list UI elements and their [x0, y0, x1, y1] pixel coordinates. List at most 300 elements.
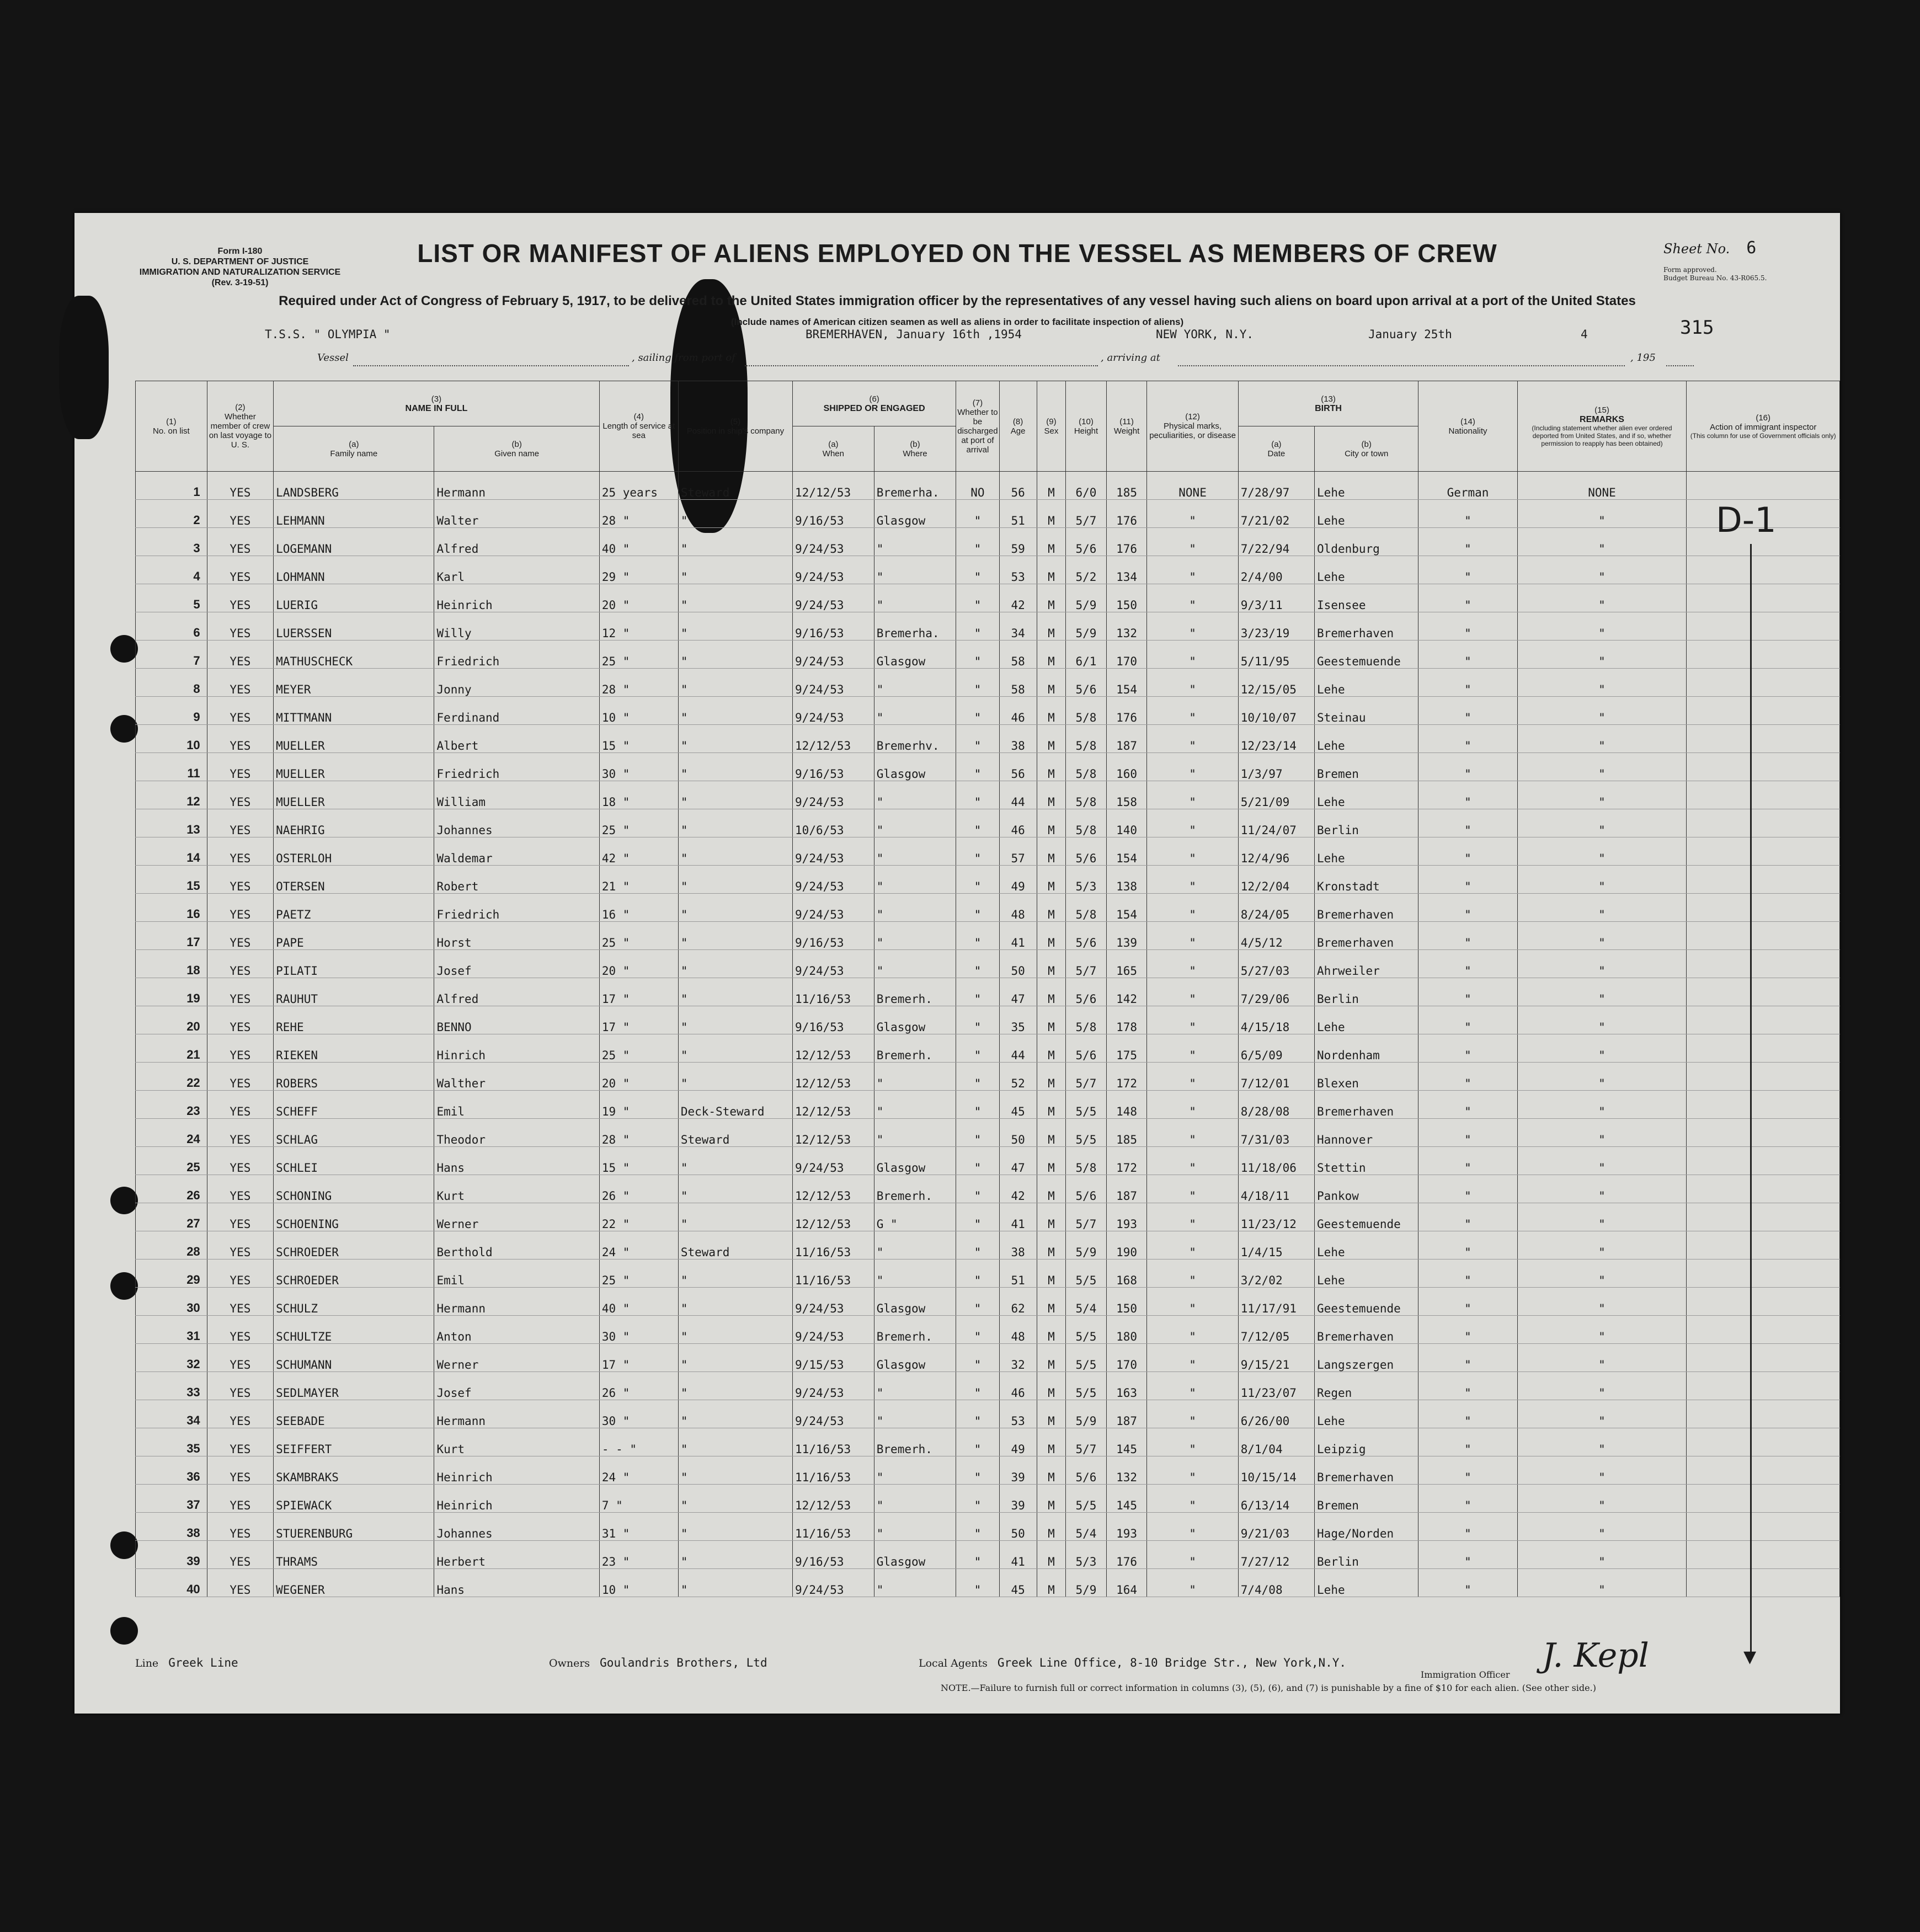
cell-marks: " [1147, 781, 1238, 809]
cell-given: Hermann [434, 1288, 599, 1316]
cell-age: 41 [999, 1203, 1037, 1231]
cell-position: " [678, 781, 792, 809]
cell-crew: YES [207, 1091, 273, 1119]
cell-weight: 150 [1106, 584, 1147, 612]
table-row [136, 1006, 1840, 1034]
cell-given: Albert [434, 725, 599, 753]
cell-bdate: 5/11/95 [1238, 641, 1314, 669]
cell-discharged: " [956, 894, 999, 922]
cell-age: 51 [999, 1259, 1037, 1288]
cell-service: 7 " [599, 1485, 678, 1513]
cell-family: SCHOENING [274, 1203, 434, 1231]
cell-sex: M [1037, 866, 1066, 894]
cell-height: 5/9 [1066, 584, 1106, 612]
cell-marks: " [1147, 641, 1238, 669]
cell-when: 9/16/53 [793, 1006, 874, 1034]
cell-position: " [678, 1456, 792, 1485]
cell-where: " [874, 1485, 956, 1513]
cell-height: 5/8 [1066, 1006, 1106, 1034]
owners-value: Goulandris Brothers, Ltd [600, 1656, 767, 1669]
cell-service: 31 " [599, 1513, 678, 1541]
table-row [136, 866, 1840, 894]
cell-age: 52 [999, 1063, 1037, 1091]
cell-when: 12/12/53 [793, 1485, 874, 1513]
cell-sex: M [1037, 1006, 1066, 1034]
cell-service: - - " [599, 1428, 678, 1456]
cell-nationality: " [1418, 697, 1517, 725]
cell-given: Anton [434, 1316, 599, 1344]
table-row [136, 556, 1840, 584]
cell-remarks: " [1517, 1175, 1687, 1203]
subtitle: Required under Act of Congress of February 5, 1917, to be delivered to the United States immigration officer by the representatives of any vessel having such aliens on board upon arrival at a port of the United States [279, 293, 1636, 308]
cell-age: 41 [999, 1541, 1037, 1569]
col-age: (8) Age [999, 381, 1037, 472]
cell-no: 10 [136, 725, 207, 753]
cell-bdate: 9/3/11 [1238, 584, 1314, 612]
cell-age: 38 [999, 725, 1037, 753]
cell-bcity: Ahrweiler [1315, 950, 1418, 978]
cell-marks: " [1147, 1344, 1238, 1372]
cell-given: Willy [434, 612, 599, 641]
cell-nationality: " [1418, 725, 1517, 753]
cell-discharged: " [956, 1147, 999, 1175]
cell-bdate: 3/23/19 [1238, 612, 1314, 641]
cell-where: " [874, 1091, 956, 1119]
cell-bcity: Regen [1315, 1372, 1418, 1400]
cell-bdate: 7/31/03 [1238, 1119, 1314, 1147]
cell-bcity: Hage/Norden [1315, 1513, 1418, 1541]
cell-height: 6/0 [1066, 472, 1106, 500]
vessel-value: T.S.S. " OLYMPIA " [265, 328, 391, 341]
cell-no: 39 [136, 1541, 207, 1569]
cell-family: SCHROEDER [274, 1231, 434, 1259]
cell-when: 11/16/53 [793, 1231, 874, 1259]
cell-action [1687, 809, 1840, 837]
cell-service: 28 " [599, 1119, 678, 1147]
cell-bdate: 7/21/02 [1238, 500, 1314, 528]
sailing-value: BREMERHAVEN, January 16th ,1954 [806, 328, 1022, 341]
cell-when: 9/24/53 [793, 528, 874, 556]
cell-position: " [678, 1259, 792, 1288]
cell-age: 44 [999, 781, 1037, 809]
cell-discharged: " [956, 1034, 999, 1063]
cell-when: 11/16/53 [793, 1428, 874, 1456]
cell-weight: 176 [1106, 528, 1147, 556]
arriving-label: , arriving at [1101, 352, 1160, 364]
cell-marks: " [1147, 1006, 1238, 1034]
cell-service: 28 " [599, 500, 678, 528]
cell-remarks: " [1517, 950, 1687, 978]
table-row [136, 725, 1840, 753]
cell-action [1687, 1428, 1840, 1456]
cell-bdate: 8/28/08 [1238, 1091, 1314, 1119]
cell-sex: M [1037, 1259, 1066, 1288]
hole-punch [110, 715, 138, 743]
cell-no: 4 [136, 556, 207, 584]
cell-crew: YES [207, 950, 273, 978]
cell-height: 5/5 [1066, 1259, 1106, 1288]
cell-height: 5/8 [1066, 725, 1106, 753]
footer-line [135, 1656, 238, 1669]
cell-sex: M [1037, 1513, 1066, 1541]
cell-where: " [874, 1231, 956, 1259]
cell-action [1687, 1513, 1840, 1541]
cell-position: " [678, 753, 792, 781]
cell-where: " [874, 697, 956, 725]
cell-given: Johannes [434, 809, 599, 837]
cell-family: THRAMS [274, 1541, 434, 1569]
cell-no: 32 [136, 1344, 207, 1372]
cell-nationality: " [1418, 584, 1517, 612]
cell-marks: " [1147, 1456, 1238, 1485]
cell-no: 23 [136, 1091, 207, 1119]
cell-sex: M [1037, 894, 1066, 922]
cell-weight: 185 [1106, 1119, 1147, 1147]
cell-remarks: " [1517, 697, 1687, 725]
cell-service: 29 " [599, 556, 678, 584]
cell-weight: 172 [1106, 1063, 1147, 1091]
cell-marks: " [1147, 1203, 1238, 1231]
cell-nationality: " [1418, 1428, 1517, 1456]
cell-given: Theodor [434, 1119, 599, 1147]
table-row [136, 1175, 1840, 1203]
cell-bcity: Lehe [1315, 1259, 1418, 1288]
cell-crew: YES [207, 528, 273, 556]
cell-nationality: " [1418, 1456, 1517, 1485]
cell-no: 19 [136, 978, 207, 1006]
cell-bcity: Berlin [1315, 1541, 1418, 1569]
cell-crew: YES [207, 1372, 273, 1400]
cell-position: " [678, 950, 792, 978]
table-row [136, 1259, 1840, 1288]
cell-where: " [874, 584, 956, 612]
cell-position: " [678, 1428, 792, 1456]
cell-no: 29 [136, 1259, 207, 1288]
cell-bcity: Kronstadt [1315, 866, 1418, 894]
cell-bcity: Stettin [1315, 1147, 1418, 1175]
cell-bcity: Lehe [1315, 1569, 1418, 1597]
cell-action [1687, 1034, 1840, 1063]
cell-service: 20 " [599, 584, 678, 612]
cell-given: Emil [434, 1259, 599, 1288]
cell-given: Josef [434, 950, 599, 978]
col-given-name: (b) Given name [434, 426, 599, 472]
cell-remarks: " [1517, 1063, 1687, 1091]
cell-no: 7 [136, 641, 207, 669]
cell-where: " [874, 894, 956, 922]
cell-nationality: " [1418, 641, 1517, 669]
cell-when: 11/16/53 [793, 978, 874, 1006]
cell-discharged: " [956, 669, 999, 697]
cell-service: 40 " [599, 1288, 678, 1316]
crew-manifest-table [135, 381, 1840, 1597]
cell-discharged: " [956, 556, 999, 584]
officer-signature: J. Kepl [1542, 1636, 1649, 1675]
cell-when: 9/24/53 [793, 1400, 874, 1428]
cell-family: MATHUSCHECK [274, 641, 434, 669]
cell-service: 25 years [599, 472, 678, 500]
cell-sex: M [1037, 753, 1066, 781]
cell-action [1687, 1119, 1840, 1147]
cell-marks: " [1147, 866, 1238, 894]
cell-given: Werner [434, 1344, 599, 1372]
cell-nationality: " [1418, 837, 1517, 866]
budget-line: Budget Bureau No. 43-R065.5. [1663, 274, 1767, 282]
cell-family: OSTERLOH [274, 837, 434, 866]
cell-where: Glasgow [874, 1006, 956, 1034]
cell-no: 5 [136, 584, 207, 612]
table-row [136, 697, 1840, 725]
cell-action [1687, 1316, 1840, 1344]
table-row [136, 669, 1840, 697]
cell-where: " [874, 837, 956, 866]
sheet-value: 6 [1746, 238, 1757, 258]
cell-bcity: Lehe [1315, 500, 1418, 528]
cell-where: Glasgow [874, 753, 956, 781]
cell-weight: 178 [1106, 1006, 1147, 1034]
cell-crew: YES [207, 1147, 273, 1175]
col-service-length: (4) Length of service at sea [599, 381, 678, 472]
cell-service: 30 " [599, 1400, 678, 1428]
cell-weight: 176 [1106, 500, 1147, 528]
cell-crew: YES [207, 866, 273, 894]
cell-nationality: " [1418, 753, 1517, 781]
cell-when: 9/24/53 [793, 697, 874, 725]
cell-bdate: 10/10/07 [1238, 697, 1314, 725]
cell-family: SEIFFERT [274, 1428, 434, 1456]
cell-marks: " [1147, 1288, 1238, 1316]
cell-nationality: " [1418, 556, 1517, 584]
table-row [136, 1063, 1840, 1091]
cell-marks: " [1147, 528, 1238, 556]
cell-sex: M [1037, 922, 1066, 950]
cell-marks: " [1147, 978, 1238, 1006]
cell-action [1687, 1231, 1840, 1259]
cell-position: " [678, 1316, 792, 1344]
cell-family: MUELLER [274, 781, 434, 809]
cell-sex: M [1037, 1569, 1066, 1597]
cell-bcity: Isensee [1315, 584, 1418, 612]
cell-discharged: " [956, 612, 999, 641]
cell-bcity: Berlin [1315, 978, 1418, 1006]
cell-nationality: " [1418, 1259, 1517, 1288]
cell-bcity: Nordenham [1315, 1034, 1418, 1063]
cell-action [1687, 612, 1840, 641]
cell-bdate: 4/5/12 [1238, 922, 1314, 950]
cell-bdate: 5/21/09 [1238, 781, 1314, 809]
cell-no: 34 [136, 1400, 207, 1428]
cell-where: " [874, 809, 956, 837]
cell-remarks: " [1517, 753, 1687, 781]
cell-remarks: " [1517, 1006, 1687, 1034]
cell-height: 5/2 [1066, 556, 1106, 584]
cell-height: 5/9 [1066, 1231, 1106, 1259]
cell-weight: 140 [1106, 809, 1147, 837]
cell-marks: " [1147, 1175, 1238, 1203]
cell-action [1687, 1456, 1840, 1485]
cell-sex: M [1037, 528, 1066, 556]
cell-given: Walther [434, 1063, 599, 1091]
cell-service: 25 " [599, 922, 678, 950]
cell-where: " [874, 922, 956, 950]
cell-marks: " [1147, 1428, 1238, 1456]
cell-age: 46 [999, 697, 1037, 725]
approved-line: Form approved. [1663, 266, 1717, 274]
cell-nationality: " [1418, 1231, 1517, 1259]
cell-position: " [678, 1063, 792, 1091]
cell-weight: 145 [1106, 1428, 1147, 1456]
cell-service: 15 " [599, 725, 678, 753]
cell-crew: YES [207, 809, 273, 837]
cell-crew: YES [207, 1006, 273, 1034]
cell-age: 46 [999, 809, 1037, 837]
cell-marks: " [1147, 1569, 1238, 1597]
cell-age: 56 [999, 472, 1037, 500]
cell-no: 24 [136, 1119, 207, 1147]
cell-when: 9/24/53 [793, 1569, 874, 1597]
cell-sex: M [1037, 809, 1066, 837]
col-position: (5) Position in ship's company [678, 381, 792, 472]
table-row [136, 584, 1840, 612]
cell-no: 36 [136, 1456, 207, 1485]
cell-height: 5/6 [1066, 1456, 1106, 1485]
cell-position: " [678, 697, 792, 725]
col-weight: (11) Weight [1106, 381, 1147, 472]
cell-nationality: " [1418, 894, 1517, 922]
cell-given: Hermann [434, 1400, 599, 1428]
cell-bcity: Geestemuende [1315, 641, 1418, 669]
cell-marks: " [1147, 950, 1238, 978]
cell-marks: " [1147, 669, 1238, 697]
cell-nationality: " [1418, 1063, 1517, 1091]
cell-bdate: 3/2/02 [1238, 1259, 1314, 1288]
cell-discharged: " [956, 1569, 999, 1597]
cell-bcity: Pankow [1315, 1175, 1418, 1203]
cell-no: 27 [136, 1203, 207, 1231]
cell-position: " [678, 669, 792, 697]
officer-label: Immigration Officer [1421, 1669, 1510, 1680]
cell-position: " [678, 584, 792, 612]
cell-action [1687, 1006, 1840, 1034]
cell-age: 50 [999, 1513, 1037, 1541]
cell-weight: 134 [1106, 556, 1147, 584]
col-birth: (13) BIRTH [1238, 381, 1418, 426]
cell-service: 12 " [599, 612, 678, 641]
cell-crew: YES [207, 837, 273, 866]
cell-position: " [678, 1034, 792, 1063]
cell-bdate: 12/2/04 [1238, 866, 1314, 894]
cell-crew: YES [207, 612, 273, 641]
cell-sex: M [1037, 1203, 1066, 1231]
cell-no: 13 [136, 809, 207, 837]
cell-remarks: " [1517, 781, 1687, 809]
cell-where: Bremerh. [874, 1175, 956, 1203]
cell-service: 16 " [599, 894, 678, 922]
cell-height: 5/8 [1066, 753, 1106, 781]
cell-when: 9/24/53 [793, 584, 874, 612]
cell-service: 20 " [599, 950, 678, 978]
cell-nationality: " [1418, 500, 1517, 528]
cell-discharged: " [956, 1485, 999, 1513]
cell-bdate: 11/23/12 [1238, 1203, 1314, 1231]
cell-discharged: " [956, 1541, 999, 1569]
cell-discharged: " [956, 753, 999, 781]
cell-discharged: " [956, 584, 999, 612]
col-name-in-full: (3) NAME IN FULL [274, 381, 600, 426]
cell-age: 57 [999, 837, 1037, 866]
cell-age: 41 [999, 922, 1037, 950]
cell-marks: " [1147, 894, 1238, 922]
cell-service: 23 " [599, 1541, 678, 1569]
cell-no: 25 [136, 1147, 207, 1175]
footer-agents [919, 1656, 1346, 1669]
cell-given: Werner [434, 1203, 599, 1231]
table-row [136, 1203, 1840, 1231]
cell-age: 50 [999, 950, 1037, 978]
cell-remarks: " [1517, 978, 1687, 1006]
cell-age: 32 [999, 1344, 1037, 1372]
table-row [136, 894, 1840, 922]
cell-family: LEHMANN [274, 500, 434, 528]
table-row [136, 1428, 1840, 1456]
cell-family: PAETZ [274, 894, 434, 922]
cell-bcity: Lehe [1315, 1400, 1418, 1428]
cell-age: 58 [999, 641, 1037, 669]
cell-sex: M [1037, 725, 1066, 753]
cell-service: 25 " [599, 1034, 678, 1063]
cell-bcity: Bremerhaven [1315, 1316, 1418, 1344]
cell-weight: 154 [1106, 669, 1147, 697]
cell-age: 58 [999, 669, 1037, 697]
cell-discharged: " [956, 725, 999, 753]
cell-crew: YES [207, 1063, 273, 1091]
cell-marks: " [1147, 1259, 1238, 1288]
cell-age: 53 [999, 556, 1037, 584]
cell-discharged: " [956, 809, 999, 837]
cell-bcity: Leipzig [1315, 1428, 1418, 1456]
cell-discharged: " [956, 781, 999, 809]
hole-punch [110, 635, 138, 663]
cell-when: 9/24/53 [793, 641, 874, 669]
cell-family: LOHMANN [274, 556, 434, 584]
year-value: 4 [1581, 328, 1588, 341]
cell-given: Alfred [434, 978, 599, 1006]
cell-bdate: 12/23/14 [1238, 725, 1314, 753]
cell-given: Berthold [434, 1231, 599, 1259]
cell-position: " [678, 1147, 792, 1175]
cell-marks: " [1147, 697, 1238, 725]
footer-owners [549, 1656, 767, 1669]
cell-no: 3 [136, 528, 207, 556]
cell-age: 39 [999, 1485, 1037, 1513]
cell-sex: M [1037, 612, 1066, 641]
cell-nationality: " [1418, 866, 1517, 894]
cell-bdate: 5/27/03 [1238, 950, 1314, 978]
cell-crew: YES [207, 1231, 273, 1259]
table-row [136, 781, 1840, 809]
cell-marks: " [1147, 725, 1238, 753]
cell-no: 22 [136, 1063, 207, 1091]
cell-service: 22 " [599, 1203, 678, 1231]
cell-family: WEGENER [274, 1569, 434, 1597]
cell-service: 19 " [599, 1091, 678, 1119]
table-row [136, 612, 1840, 641]
cell-discharged: " [956, 528, 999, 556]
cell-bdate: 6/26/00 [1238, 1400, 1314, 1428]
cell-service: 26 " [599, 1372, 678, 1400]
cell-given: Herbert [434, 1541, 599, 1569]
cell-position: Steward [678, 1231, 792, 1259]
